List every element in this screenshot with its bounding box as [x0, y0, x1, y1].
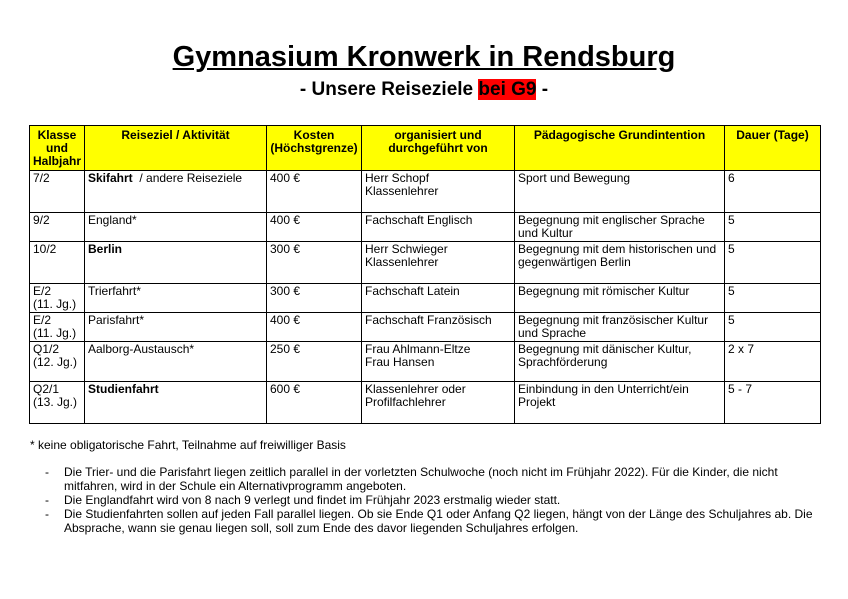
note-text: Die Studienfahrten sollen auf jeden Fall parallel liegen. Ob sie Ende Q1 oder Anfang Q2 liegen, hängt von der Länge des Schuljahres ab. Die Absprache, wann sie genau liegen soll, soll zum Ende des davor liegenden Schuljahres erfolgen.: [64, 507, 813, 535]
table-row: [30, 342, 821, 382]
cell-klasse: 10/2: [30, 242, 85, 284]
cell-kosten: 300 €: [267, 284, 362, 313]
cell-dauer: 2 x 7: [725, 342, 821, 382]
header-klasse: Klasse und Halbjahr: [30, 126, 85, 171]
cell-intention: Sport und Bewegung: [515, 171, 725, 213]
cell-reiseziel: Studienfahrt: [85, 382, 267, 424]
notes-list: [45, 465, 823, 535]
cell-reiseziel: Parisfahrt*: [85, 313, 267, 342]
travel-table: [29, 125, 821, 424]
cell-klasse: Q2/1 (13. Jg.): [30, 382, 85, 424]
cell-intention: Begegnung mit dem historischen und gegenwärtigen Berlin: [515, 242, 725, 284]
cell-dauer: 5: [725, 242, 821, 284]
note-text: Die Trier- und die Parisfahrt liegen zeitlich parallel in der vorletzten Schulwoche (noch nicht im Frühjahr 2022). Für die Kinder, die nicht mitfahren, wird in der Schule ein Alternativprogramm angeboten.: [64, 465, 778, 493]
cell-reiseziel: Skifahrt / andere Reiseziele: [85, 171, 267, 213]
table-row: [30, 171, 821, 213]
cell-kosten: 250 €: [267, 342, 362, 382]
cell-kosten: 400 €: [267, 313, 362, 342]
cell-organisiert: Klassenlehrer oder Profilfachlehrer: [362, 382, 515, 424]
header-dauer: Dauer (Tage): [725, 126, 821, 171]
cell-organisiert: Fachschaft Englisch: [362, 213, 515, 242]
cell-klasse: E/2 (11. Jg.): [30, 313, 85, 342]
footnote: * keine obligatorische Fahrt, Teilnahme auf freiwilliger Basis: [30, 438, 346, 452]
cell-organisiert: Herr Schwieger Klassenlehrer: [362, 242, 515, 284]
cell-kosten: 600 €: [267, 382, 362, 424]
table-row: [30, 213, 821, 242]
cell-organisiert: Frau Ahlmann-Eltze Frau Hansen: [362, 342, 515, 382]
cell-organisiert: Fachschaft Latein: [362, 284, 515, 313]
cell-reiseziel: England*: [85, 213, 267, 242]
header-kosten: Kosten (Höchstgrenze): [267, 126, 362, 171]
cell-intention: Begegnung mit römischer Kultur: [515, 284, 725, 313]
cell-intention: Begegnung mit dänischer Kultur, Sprachförderung: [515, 342, 725, 382]
cell-kosten: 400 €: [267, 171, 362, 213]
cell-klasse: Q1/2 (12. Jg.): [30, 342, 85, 382]
cell-dauer: 6: [725, 171, 821, 213]
table-row: [30, 313, 821, 342]
list-item: - Die Trier- und die Parisfahrt liegen zeitlich parallel in der vorletzten Schulwoche (noch nicht im Frühjahr 2022). Für die Kinder, die nicht mitfahren, wird in der Schule ein Alternativprogramm angeboten.: [45, 465, 823, 493]
cell-reiseziel: Aalborg-Austausch*: [85, 342, 267, 382]
cell-klasse: 9/2: [30, 213, 85, 242]
cell-reiseziel: Trierfahrt*: [85, 284, 267, 313]
cell-dauer: 5 - 7: [725, 382, 821, 424]
cell-intention: Begegnung mit französischer Kultur und Sprache: [515, 313, 725, 342]
header-organisiert: organisiert und durchgeführt von: [362, 126, 515, 171]
table-row: [30, 382, 821, 424]
list-item: - Die Englandfahrt wird von 8 nach 9 verlegt und findet im Frühjahr 2023 erstmalig wieder statt.: [45, 493, 823, 507]
cell-dauer: 5: [725, 313, 821, 342]
subtitle-highlight: bei G9: [478, 79, 537, 100]
note-text: Die Englandfahrt wird von 8 nach 9 verlegt und findet im Frühjahr 2023 erstmalig wieder statt.: [64, 493, 561, 507]
header-intention: Pädagogische Grundintention: [515, 126, 725, 171]
subtitle-prefix: - Unsere Reiseziele: [299, 79, 479, 100]
cell-klasse: E/2 (11. Jg.): [30, 284, 85, 313]
cell-klasse: 7/2: [30, 171, 85, 213]
subtitle-suffix: -: [536, 79, 549, 100]
list-item: - Die Studienfahrten sollen auf jeden Fall parallel liegen. Ob sie Ende Q1 oder Anfang Q2 liegen, hängt von der Länge des Schuljahres ab. Die Absprache, wann sie genau liegen soll, soll zum Ende des davor liegenden Schuljahres erfolgen.: [45, 507, 823, 535]
table-row: [30, 284, 821, 313]
cell-organisiert: Herr Schopf Klassenlehrer: [362, 171, 515, 213]
cell-kosten: 300 €: [267, 242, 362, 284]
table-body: [30, 171, 821, 424]
table-row: [30, 242, 821, 284]
subtitle: [0, 78, 848, 102]
cell-kosten: 400 €: [267, 213, 362, 242]
table-header-row: [30, 126, 821, 171]
page-title: Gymnasium Kronwerk in Rendsburg: [172, 41, 676, 73]
header-reiseziel: Reiseziel / Aktivität: [85, 126, 267, 171]
cell-dauer: 5: [725, 284, 821, 313]
cell-reiseziel: Berlin: [85, 242, 267, 284]
cell-organisiert: Fachschaft Französisch: [362, 313, 515, 342]
cell-intention: Begegnung mit englischer Sprache und Kultur: [515, 213, 725, 242]
cell-dauer: 5: [725, 213, 821, 242]
cell-intention: Einbindung in den Unterricht/ein Projekt: [515, 382, 725, 424]
